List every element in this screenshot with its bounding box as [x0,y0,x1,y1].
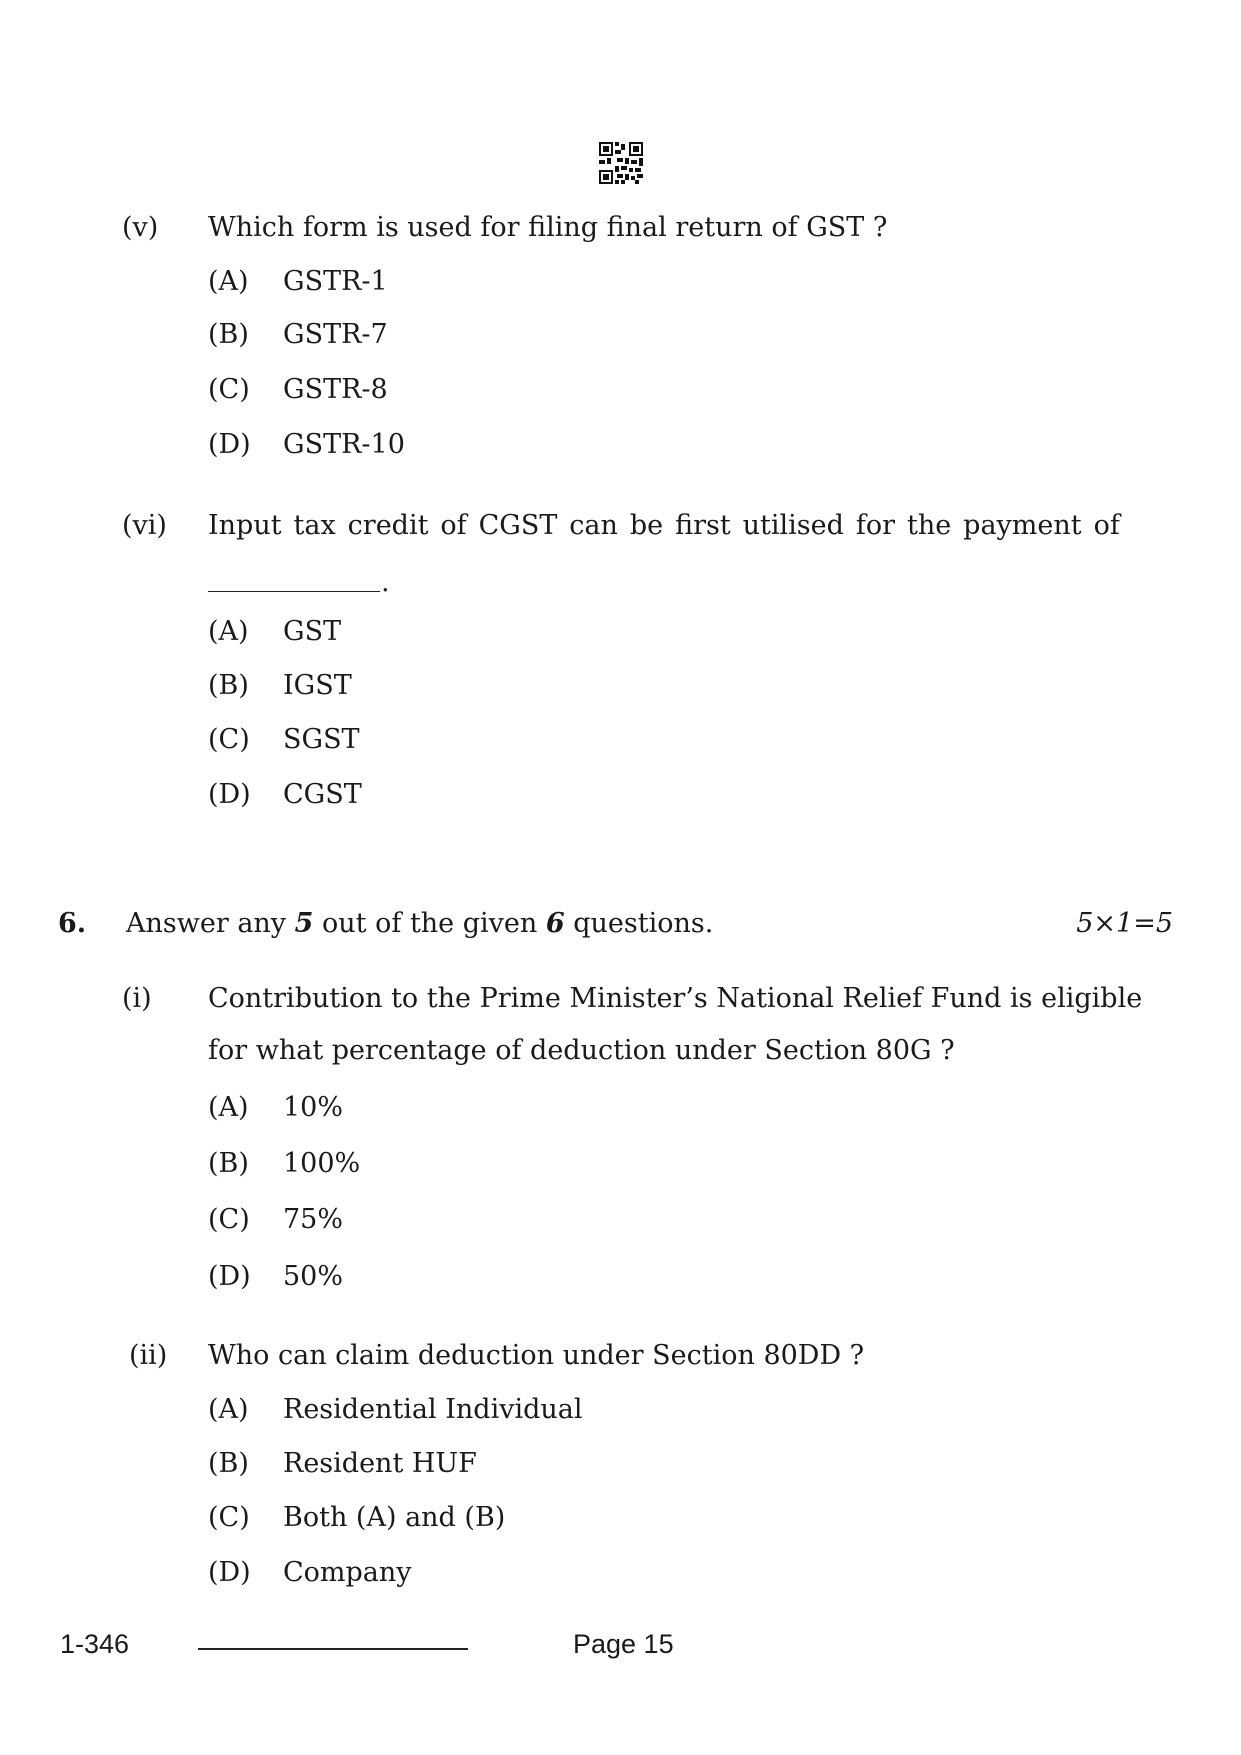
option-label: (D) [208,429,251,460]
question-instruction: Answer any 5 out of the given 6 questions. [126,908,714,939]
option-label: (A) [208,1092,249,1123]
option-text: IGST [283,670,352,701]
blank-period: . [381,567,390,598]
question-text [208,510,1120,542]
option-text: Company [283,1557,412,1588]
question-text: Who can claim deduction under Section 80DD ? [208,1340,865,1371]
fill-in-blank-line [208,591,380,592]
question-word: payment [963,510,1082,541]
option-label: (A) [208,1394,249,1425]
question-word: be [629,510,664,541]
qr-code-icon [599,142,643,184]
option-label: (D) [208,1557,251,1588]
option-label: (D) [208,779,251,810]
question-word: utilised [742,510,844,541]
question-number: (vi) [122,510,167,541]
question-word: first [675,510,731,541]
option-text: 10% [283,1092,344,1123]
question-word: the [906,510,952,541]
question-number: 6. [58,908,87,939]
footer-divider [198,1648,468,1650]
option-text: GSTR-10 [283,429,405,460]
option-text: 100% [283,1148,361,1179]
option-text: SGST [283,724,360,755]
question-word: Input [208,510,282,541]
option-label: (C) [208,374,250,405]
question-number: (v) [122,212,159,243]
question-text: Which form is used for filing final return of GST ? [208,212,888,243]
option-label: (C) [208,1502,250,1533]
question-text: Contribution to the Prime Minister’s National Relief Fund is eligible [208,983,1143,1014]
paper-code: 1-346 [60,1629,130,1659]
page-number: Page 15 [573,1629,674,1659]
option-text: Both (A) and (B) [283,1502,506,1533]
question-word: of [440,510,467,541]
marks-allocation: 5×1=5 [1076,908,1173,939]
option-text: CGST [283,779,362,810]
question-text: for what percentage of deduction under Section 80G ? [208,1035,955,1066]
option-text: GST [283,616,342,647]
option-label: (D) [208,1261,251,1292]
question-number: (i) [122,983,152,1014]
option-text: 75% [283,1204,344,1235]
option-label: (A) [208,266,249,297]
option-text: GSTR-1 [283,266,388,297]
question-word: credit [347,510,429,541]
question-word: tax [293,510,336,541]
option-text: Residential Individual [283,1394,583,1425]
option-label: (A) [208,616,249,647]
question-word: can [569,510,618,541]
option-text: GSTR-7 [283,319,388,350]
option-label: (B) [208,1148,249,1179]
option-label: (C) [208,724,250,755]
question-word: CGST [478,510,558,541]
option-label: (B) [208,670,249,701]
question-word: for [855,510,896,541]
option-text: GSTR-8 [283,374,388,405]
option-text: 50% [283,1261,344,1292]
option-label: (B) [208,319,249,350]
option-label: (C) [208,1204,250,1235]
question-number: (ii) [129,1340,168,1371]
option-text: Resident HUF [283,1448,477,1479]
question-word: of [1093,510,1120,541]
option-label: (B) [208,1448,249,1479]
